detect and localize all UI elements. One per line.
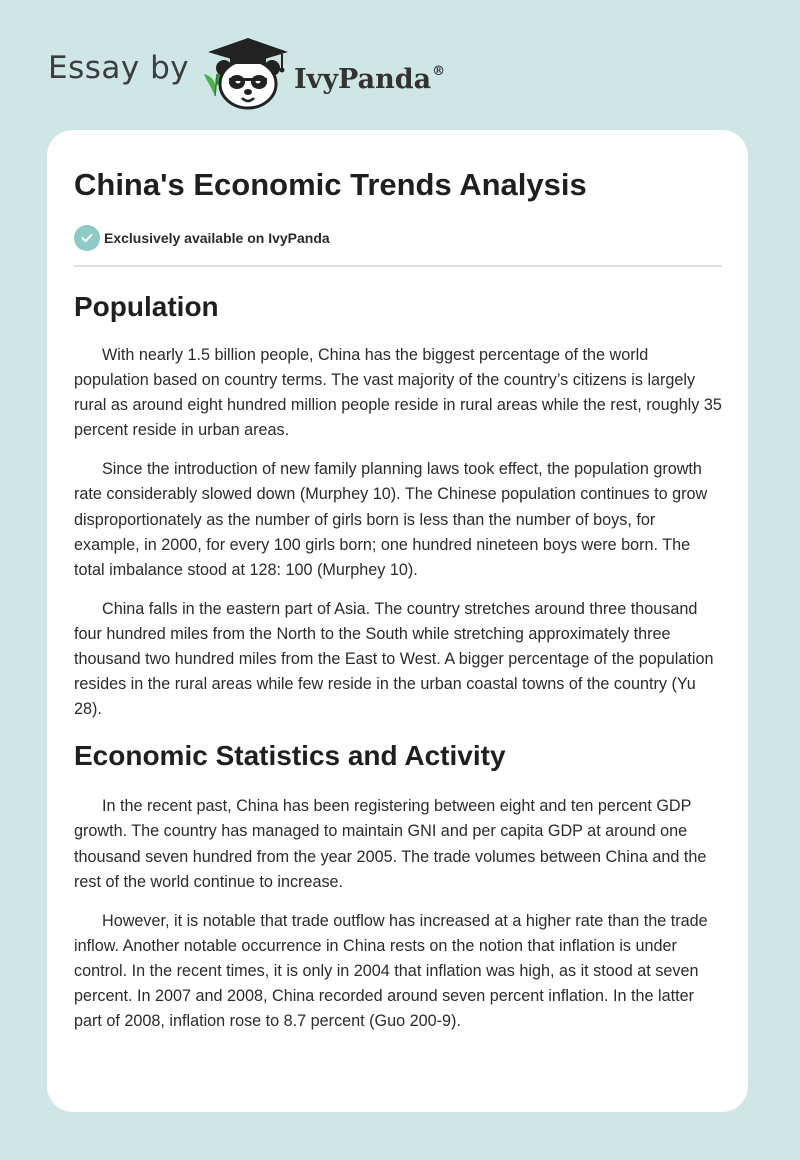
essay-card (47, 130, 748, 1112)
site-header (0, 0, 800, 130)
panda-graduate-icon[interactable] (200, 34, 292, 110)
brand-name: IvyPanda (294, 64, 432, 95)
section-population (74, 289, 722, 722)
title-divider (74, 265, 722, 267)
paragraph: With nearly 1.5 billion people, China has the biggest percentage of the world population based on country terms. The vast majority of the country’s citizens is largely rural as around eight hundred million people reside in rural areas while the rest, roughly 35 percent reside in urban areas. (74, 346, 722, 440)
brand-logo-text[interactable] (294, 52, 445, 100)
page-title: China's Economic Trends Analysis (74, 167, 587, 202)
registered-mark: ® (432, 64, 446, 79)
essay-by-label: Essay by (48, 50, 190, 86)
checkmark-icon (74, 225, 100, 251)
paragraph: In the recent past, China has been registering between eight and ten percent GDP growth. The country has managed to maintain GNI and per capita GDP at around one thousand seven hundred from the year 2005. The trade volumes between China and the rest of the world continue to increase. (74, 797, 707, 891)
paragraph: Since the introduction of new family planning laws took effect, the population growth rate considerably slowed down (Murphey 10). The Chinese population continues to grow disproportionately as the number of girls born is less than the number of boys, for example, in 2000, for every 100 girls born; one hundred nineteen boys were born. The total imbalance stood at 128: 100 (Murphey 10). (74, 460, 708, 579)
paragraph: However, it is notable that trade outflow has increased at a higher rate than the trade inflow. Another notable occurrence in China rests on the notion that inflation is under control. In the recent times, it is only in 2004 that inflation was high, as it stood at seven percent. In 2007 and 2008, China recorded around seven percent inflation. In the latter part of 2008, inflation rose to 8.7 percent (Guo 200-9). (74, 911, 708, 1031)
exclusive-badge (74, 225, 722, 251)
section-economic-statistics (74, 738, 722, 1034)
section-heading: Economic Statistics and Activity (74, 740, 506, 772)
paragraph: China falls in the eastern part of Asia. The country stretches around three thousand four hundred miles from the North to the South while stretching approximately three thousand two hundred miles from the East to West. A bigger percentage of the population resides in the rural areas while few reside in the urban coastal towns of the country (Yu 28). (74, 599, 714, 719)
section-heading: Population (74, 291, 219, 322)
badge-label: Exclusively available on IvyPanda (104, 230, 330, 246)
